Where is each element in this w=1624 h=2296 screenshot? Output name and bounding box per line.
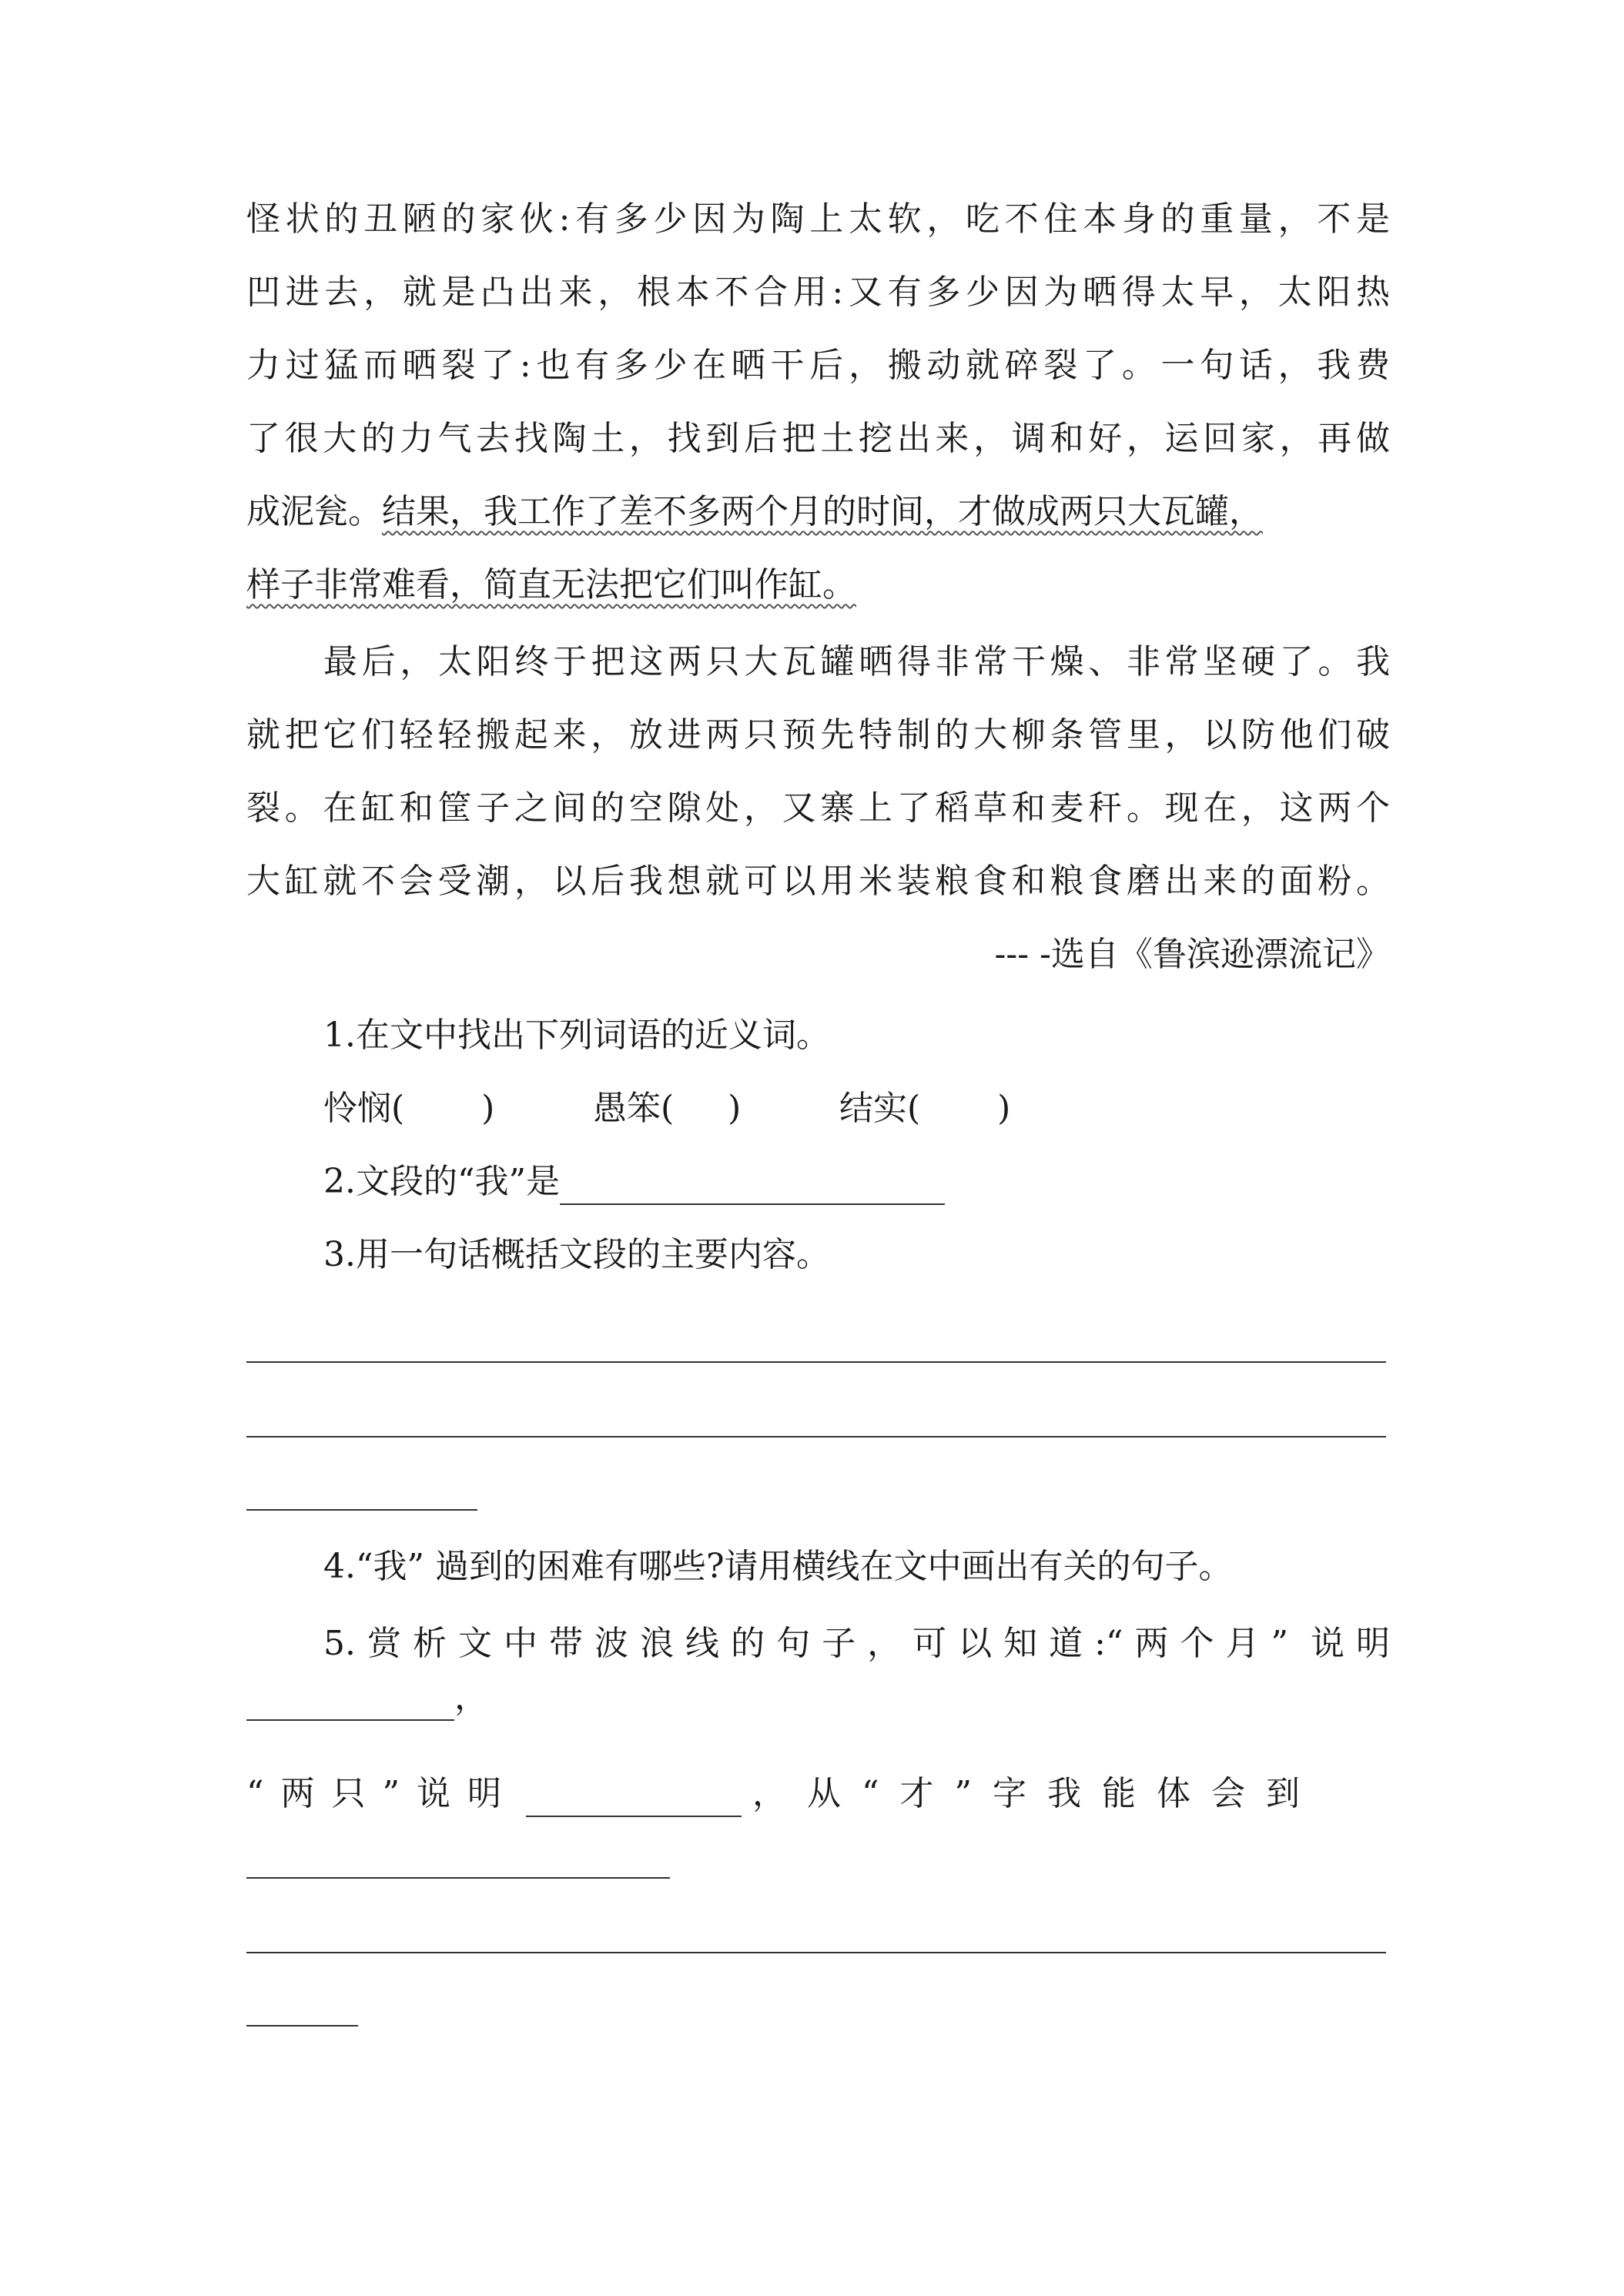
- question-2: [323, 1159, 1390, 1205]
- passage-line: [246, 562, 1390, 608]
- passage-line: 凹进去，就是凸出来，根本不合用:又有多少因为晒得太早，太阳热: [246, 273, 1390, 312]
- question-1: 1.在文中找出下列词语的近义词。: [323, 1016, 830, 1055]
- word-blank-3: [839, 1086, 1040, 1132]
- answer-line[interactable]: [246, 1877, 670, 1879]
- source-attribution: --- -选自《鲁滨逊漂流记》: [994, 935, 1390, 974]
- word-blank-2: [593, 1086, 770, 1132]
- passage-line: 怪状的丑陋的家伙:有多少因为陶上太软，吃不住本身的重量，不是: [246, 199, 1390, 239]
- answer-blank[interactable]: [526, 1780, 742, 1817]
- q5-text-mid: ，从“才”字我能体会到: [752, 1774, 1321, 1813]
- close-paren: ): [728, 1089, 742, 1128]
- passage-line: 力过猛而晒裂了:也有多少在晒干后，搬动就碎裂了。一句话，我费: [246, 346, 1390, 385]
- close-paren: ): [481, 1089, 495, 1128]
- passage-line: [246, 489, 1390, 535]
- close-paren: ): [997, 1089, 1011, 1128]
- question-5: 5.赏析文中带波浪线的句子，可以知道:“两个月” 说明: [323, 1624, 1390, 1663]
- passage-line: 了很大的力气去找陶土，找到后把土挖出来，调和好，运回家，再做: [246, 419, 1390, 458]
- word-label: 怜悯(: [323, 1089, 405, 1128]
- wavy-underlined-sentence: 结果，我工作了差不多两个月的时间，才做成两只大瓦罐，: [382, 492, 1263, 531]
- question-2-text: 2.文段的“我”是: [323, 1162, 560, 1201]
- passage-text: 成泥瓮。: [246, 492, 382, 531]
- question-5-continued: [246, 1771, 1390, 1817]
- question-5-blank-line: [246, 1675, 1390, 1721]
- passage-line: 最后，太阳终于把这两只大瓦罐晒得非常干燥、非常坚硬了。我: [323, 642, 1390, 681]
- answer-line[interactable]: [246, 2025, 358, 2027]
- passage-line: 就把它们轻轻搬起来，放进两只预先特制的大柳条管里，以防他们破: [246, 715, 1390, 755]
- answer-line[interactable]: [246, 1361, 1386, 1363]
- question-4: 4.“我” 過到的困难有哪些?请用横线在文中画出有关的句子。: [323, 1547, 1233, 1586]
- q5-text-left: “两只”说明: [246, 1774, 518, 1813]
- question-3: 3.用一句话概括文段的主要内容。: [323, 1235, 830, 1274]
- wavy-underlined-sentence: 样子非常难看，简直无法把它们叫作缸。: [246, 565, 856, 604]
- word-label: 结实(: [839, 1089, 921, 1128]
- answer-line[interactable]: [246, 1952, 1386, 1953]
- answer-line[interactable]: [246, 1436, 1386, 1438]
- passage-line: 大缸就不会受潮，以后我想就可以用米装粮食和粮食磨出来的面粉。: [246, 862, 1390, 901]
- answer-line[interactable]: [246, 1509, 477, 1511]
- word-blank-1: [323, 1086, 524, 1132]
- answer-blank[interactable]: [246, 1684, 454, 1721]
- comma: ，: [454, 1678, 488, 1717]
- question-1-words: [323, 1086, 1390, 1132]
- word-label: 愚笨(: [593, 1089, 675, 1128]
- passage-line: 裂。在缸和筐子之间的空隙处，又寨上了稻草和麦秆。现在，这两个: [246, 788, 1390, 828]
- answer-blank[interactable]: [560, 1168, 945, 1205]
